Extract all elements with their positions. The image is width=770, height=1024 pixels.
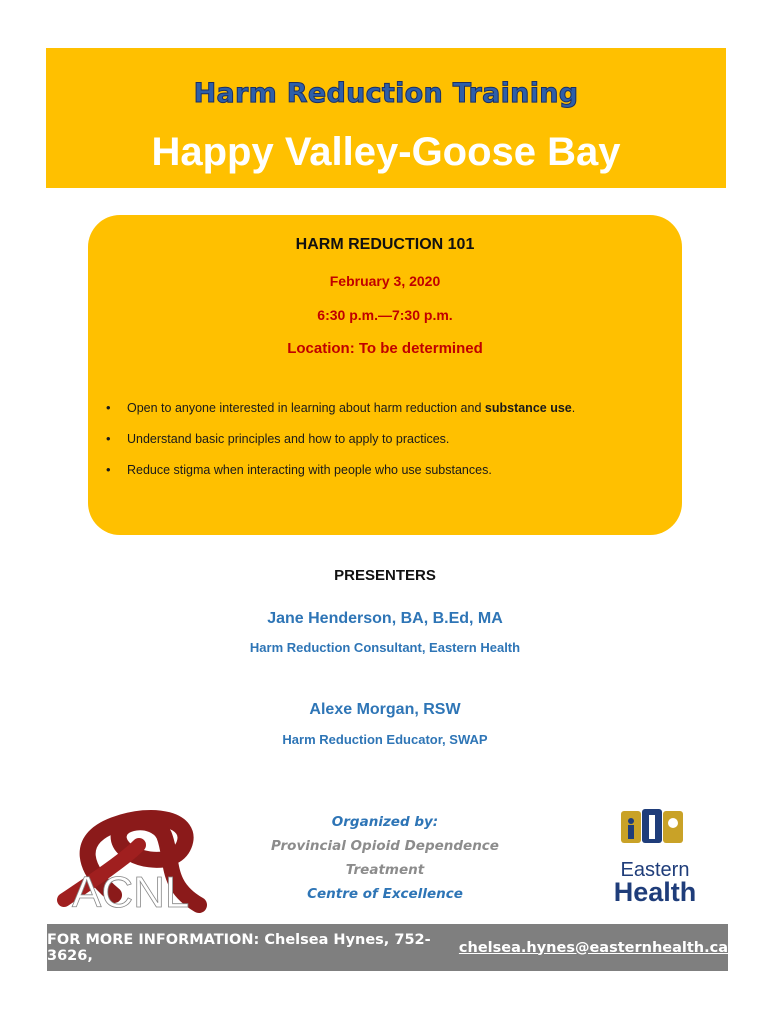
bullet-list: [102, 400, 662, 493]
header-banner: [46, 48, 726, 188]
bullet-icon: •: [106, 462, 111, 477]
presenter-role: Harm Reduction Consultant, Eastern Health: [249, 640, 521, 655]
eastern-health-emblem-icon: [595, 805, 715, 857]
location-title: Happy Valley-Goose Bay: [151, 130, 621, 174]
event-info-box: [88, 215, 682, 535]
bullet-bold-text: substance use: [484, 401, 572, 415]
bullet-icon: •: [106, 400, 111, 415]
bullet-text: Open to anyone interested in learning about harm reduction and: [127, 401, 485, 415]
eastern-health-line1: Eastern: [620, 859, 690, 881]
red-ribbon-icon: [44, 800, 219, 915]
organizer-line1: Provincial Opioid Dependence Treatment: [271, 838, 499, 878]
eastern-health-line2: Health: [613, 877, 697, 907]
acnl-logo-text: ACNL: [72, 868, 190, 915]
training-subtitle: Harm Reduction Training: [193, 78, 579, 109]
event-location: Location: To be determined: [287, 340, 483, 357]
presenters-heading: PRESENTERS: [334, 567, 436, 584]
event-date: February 3, 2020: [329, 273, 441, 289]
presenter-role: Harm Reduction Educator, SWAP: [282, 732, 488, 747]
bullet-text: Reduce stigma when interacting with people who use substances.: [127, 463, 492, 477]
organizer-line2: Centre of Excellence: [307, 886, 463, 902]
bullet-item: [102, 431, 662, 447]
bullet-suffix: .: [571, 401, 576, 415]
presenter-name: Jane Henderson, BA, B.Ed, MA: [267, 610, 503, 627]
footer-email-link[interactable]: chelsea.hynes@easternhealth.ca: [458, 939, 728, 956]
organizer-label: Organized by:: [331, 814, 439, 830]
bullet-item: [102, 400, 662, 416]
bullet-text: Understand basic principles and how to apply to practices.: [127, 432, 450, 446]
organizer-block: [230, 810, 540, 906]
footer-bar: [47, 924, 728, 971]
course-title: HARM REDUCTION 101: [295, 236, 475, 253]
eastern-health-logo: [595, 805, 715, 910]
bullet-icon: •: [106, 431, 111, 446]
presenter-name: Alexe Morgan, RSW: [309, 701, 461, 718]
bullet-item: [102, 462, 662, 478]
footer-text: FOR MORE INFORMATION: Chelsea Hynes, 752-3626,: [47, 931, 431, 964]
event-time: 6:30 p.m.—7:30 p.m.: [317, 307, 453, 323]
acnl-logo: [44, 800, 219, 915]
